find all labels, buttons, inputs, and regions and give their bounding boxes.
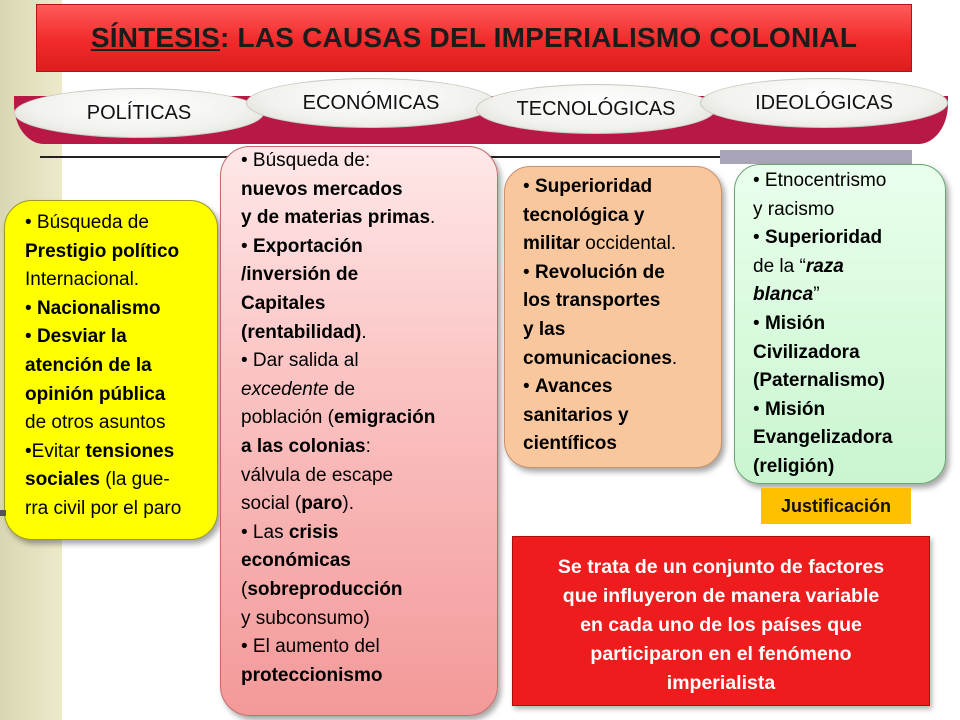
page-title xyxy=(91,22,857,54)
text-run: Superioridad xyxy=(764,227,883,249)
box-text-line xyxy=(25,466,217,495)
text-run: crisis xyxy=(288,521,339,543)
edge-marker xyxy=(0,510,6,516)
text-run: a las colonias xyxy=(241,435,366,457)
box-text-line xyxy=(241,404,497,433)
box-text-line xyxy=(753,196,945,225)
text-run: sociales xyxy=(25,469,100,491)
category-economicas: ECONÓMICAS xyxy=(246,78,496,128)
text-run: sobreproducción xyxy=(247,578,403,600)
text-run: •Evitar xyxy=(25,440,86,462)
box-text-line xyxy=(523,259,721,288)
category-tecnologicas: TECNOLÓGICAS xyxy=(476,84,716,134)
box-text-line xyxy=(753,310,945,339)
text-run: proteccionismo xyxy=(241,664,383,686)
ideologicas-box xyxy=(734,164,946,484)
text-run: • xyxy=(523,261,535,283)
box-text-line xyxy=(25,381,217,410)
box-text-line xyxy=(523,345,721,374)
box-text-line xyxy=(523,373,721,402)
text-run: económicas xyxy=(241,550,351,572)
box-text-line xyxy=(753,396,945,425)
text-run: . xyxy=(430,207,436,229)
economicas-box xyxy=(220,146,498,716)
box-text-line xyxy=(523,230,721,259)
text-run: Misión xyxy=(764,312,826,334)
politicas-box xyxy=(4,200,218,540)
text-run: opinión pública xyxy=(25,383,166,405)
text-run: de otros asuntos xyxy=(25,412,166,434)
text-run: Capitales xyxy=(241,292,326,314)
text-run: Nacionalismo xyxy=(36,297,161,319)
text-run: . xyxy=(361,321,367,343)
text-run: Avances xyxy=(534,376,613,398)
box-text-line xyxy=(241,176,497,205)
box-text-line xyxy=(25,352,217,381)
box-text-line xyxy=(241,233,497,262)
box-text-line xyxy=(523,430,721,459)
box-text-line xyxy=(753,424,945,453)
text-run: • Dar salida al xyxy=(241,350,359,372)
text-run: emigración xyxy=(333,407,436,429)
text-run: comunicaciones xyxy=(523,347,672,369)
text-run: rra civil por el paro xyxy=(25,497,182,519)
text-run: • xyxy=(241,235,253,257)
note-line: imperialista xyxy=(666,672,776,694)
text-run: Internacional. xyxy=(25,269,140,291)
summary-note xyxy=(512,536,930,706)
box-text-line xyxy=(753,224,945,253)
box-text-line xyxy=(25,209,217,238)
box-text-line xyxy=(241,662,497,691)
text-run: • Búsqueda de: xyxy=(241,150,371,171)
text-run: Misión xyxy=(764,398,826,420)
box-text-line xyxy=(523,402,721,431)
text-run: tensiones xyxy=(85,440,175,462)
box-text-line xyxy=(753,453,945,482)
text-run: excedente xyxy=(241,378,329,400)
text-run: • xyxy=(753,227,765,249)
text-run: • Las xyxy=(241,521,289,543)
box-text-line xyxy=(25,438,217,467)
category-ideologicas: IDEOLÓGICAS xyxy=(700,78,948,128)
box-text-line xyxy=(241,490,497,519)
box-text-line xyxy=(523,202,721,231)
box-text-line xyxy=(241,433,497,462)
text-run: • xyxy=(523,176,535,197)
box-text-line xyxy=(25,266,217,295)
box-text-line xyxy=(241,147,497,176)
text-run: • xyxy=(523,376,535,398)
box-text-line xyxy=(753,367,945,396)
text-run: social ( xyxy=(241,493,302,515)
text-run: de xyxy=(328,378,356,400)
text-run: nuevos mercados xyxy=(241,178,403,200)
text-run: atención de la xyxy=(25,354,152,376)
box-text-line xyxy=(241,319,497,348)
box-text-line xyxy=(753,253,945,282)
text-run: ” xyxy=(813,284,820,306)
text-run: y racismo xyxy=(753,198,835,220)
box-text-line xyxy=(753,281,945,310)
box-text-line xyxy=(523,316,721,345)
note-line: que influyeron de manera variable xyxy=(562,585,880,607)
text-run: científicos xyxy=(523,433,617,455)
text-run: militar xyxy=(523,233,581,255)
text-run: (rentabilidad) xyxy=(241,321,362,343)
text-run: occidental. xyxy=(580,233,677,255)
box-text-line xyxy=(523,173,721,202)
text-run: tecnológica y xyxy=(523,204,645,226)
note-line: Se trata de un conjunto de factores xyxy=(557,556,885,578)
box-text-line xyxy=(241,376,497,405)
text-run: • xyxy=(25,326,37,348)
box-text-line xyxy=(25,409,217,438)
text-run: • xyxy=(25,297,37,319)
text-run: ( xyxy=(241,578,248,600)
box-text-line xyxy=(25,238,217,267)
box-text-line xyxy=(241,261,497,290)
text-run: • El aumento del xyxy=(241,636,380,658)
text-run: y de materias primas xyxy=(241,207,431,229)
text-run: • Búsqueda de xyxy=(25,212,149,233)
text-run: válvula de escape xyxy=(241,464,394,486)
text-run: y subconsumo) xyxy=(241,607,370,629)
text-run: Evangelizadora xyxy=(753,427,893,449)
box-text-line xyxy=(241,290,497,319)
note-line: participaron en el fenómeno xyxy=(590,643,852,665)
box-text-line xyxy=(241,576,497,605)
text-run: Desviar la xyxy=(36,326,127,348)
box-text-line xyxy=(753,167,945,196)
category-politicas: POLÍTICAS xyxy=(14,88,264,138)
box-text-line xyxy=(25,495,217,524)
title-banner xyxy=(36,4,912,72)
text-run: Exportación xyxy=(252,235,363,257)
box-text-line xyxy=(241,204,497,233)
title-rest: : LAS CAUSAS DEL IMPERIALISMO COLONIAL xyxy=(220,22,858,53)
text-run: población ( xyxy=(241,407,334,429)
text-run: (Paternalismo) xyxy=(753,370,885,392)
box-text-line xyxy=(241,633,497,662)
text-run: : xyxy=(365,435,371,457)
box-text-line xyxy=(241,547,497,576)
text-run: Prestigio político xyxy=(25,240,180,262)
box-text-line xyxy=(25,295,217,324)
text-run: Revolución de xyxy=(534,261,665,283)
text-run: • xyxy=(753,398,765,420)
text-run: los transportes xyxy=(523,290,661,312)
text-run: (religión) xyxy=(753,455,835,477)
box-text-line xyxy=(753,339,945,368)
text-run: de la “ xyxy=(753,255,806,277)
grey-accent-bar xyxy=(720,150,912,164)
title-underlined: SÍNTESIS xyxy=(90,22,221,53)
text-run: (la gue- xyxy=(100,469,170,491)
box-text-line xyxy=(241,347,497,376)
text-run: paro xyxy=(301,493,343,515)
box-text-line xyxy=(241,462,497,491)
text-run: /inversión de xyxy=(241,264,359,286)
text-run: sanitarios y xyxy=(523,404,629,426)
tecnologicas-box xyxy=(504,166,722,468)
text-run: blanca xyxy=(753,284,814,306)
box-text-line xyxy=(241,519,497,548)
text-run: raza xyxy=(805,255,844,277)
text-run: • Etnocentrismo xyxy=(753,170,887,191)
text-run: Superioridad xyxy=(534,176,653,197)
box-text-line xyxy=(241,605,497,634)
note-line: en cada uno de los países que xyxy=(580,614,862,636)
text-run: ). xyxy=(342,493,354,515)
box-text-line xyxy=(25,323,217,352)
text-run: Civilizadora xyxy=(753,341,860,363)
text-run: . xyxy=(671,347,678,369)
text-run: • xyxy=(753,312,765,334)
box-text-line xyxy=(523,287,721,316)
text-run: y las xyxy=(523,318,566,340)
justificacion-label: Justificación xyxy=(761,488,911,524)
